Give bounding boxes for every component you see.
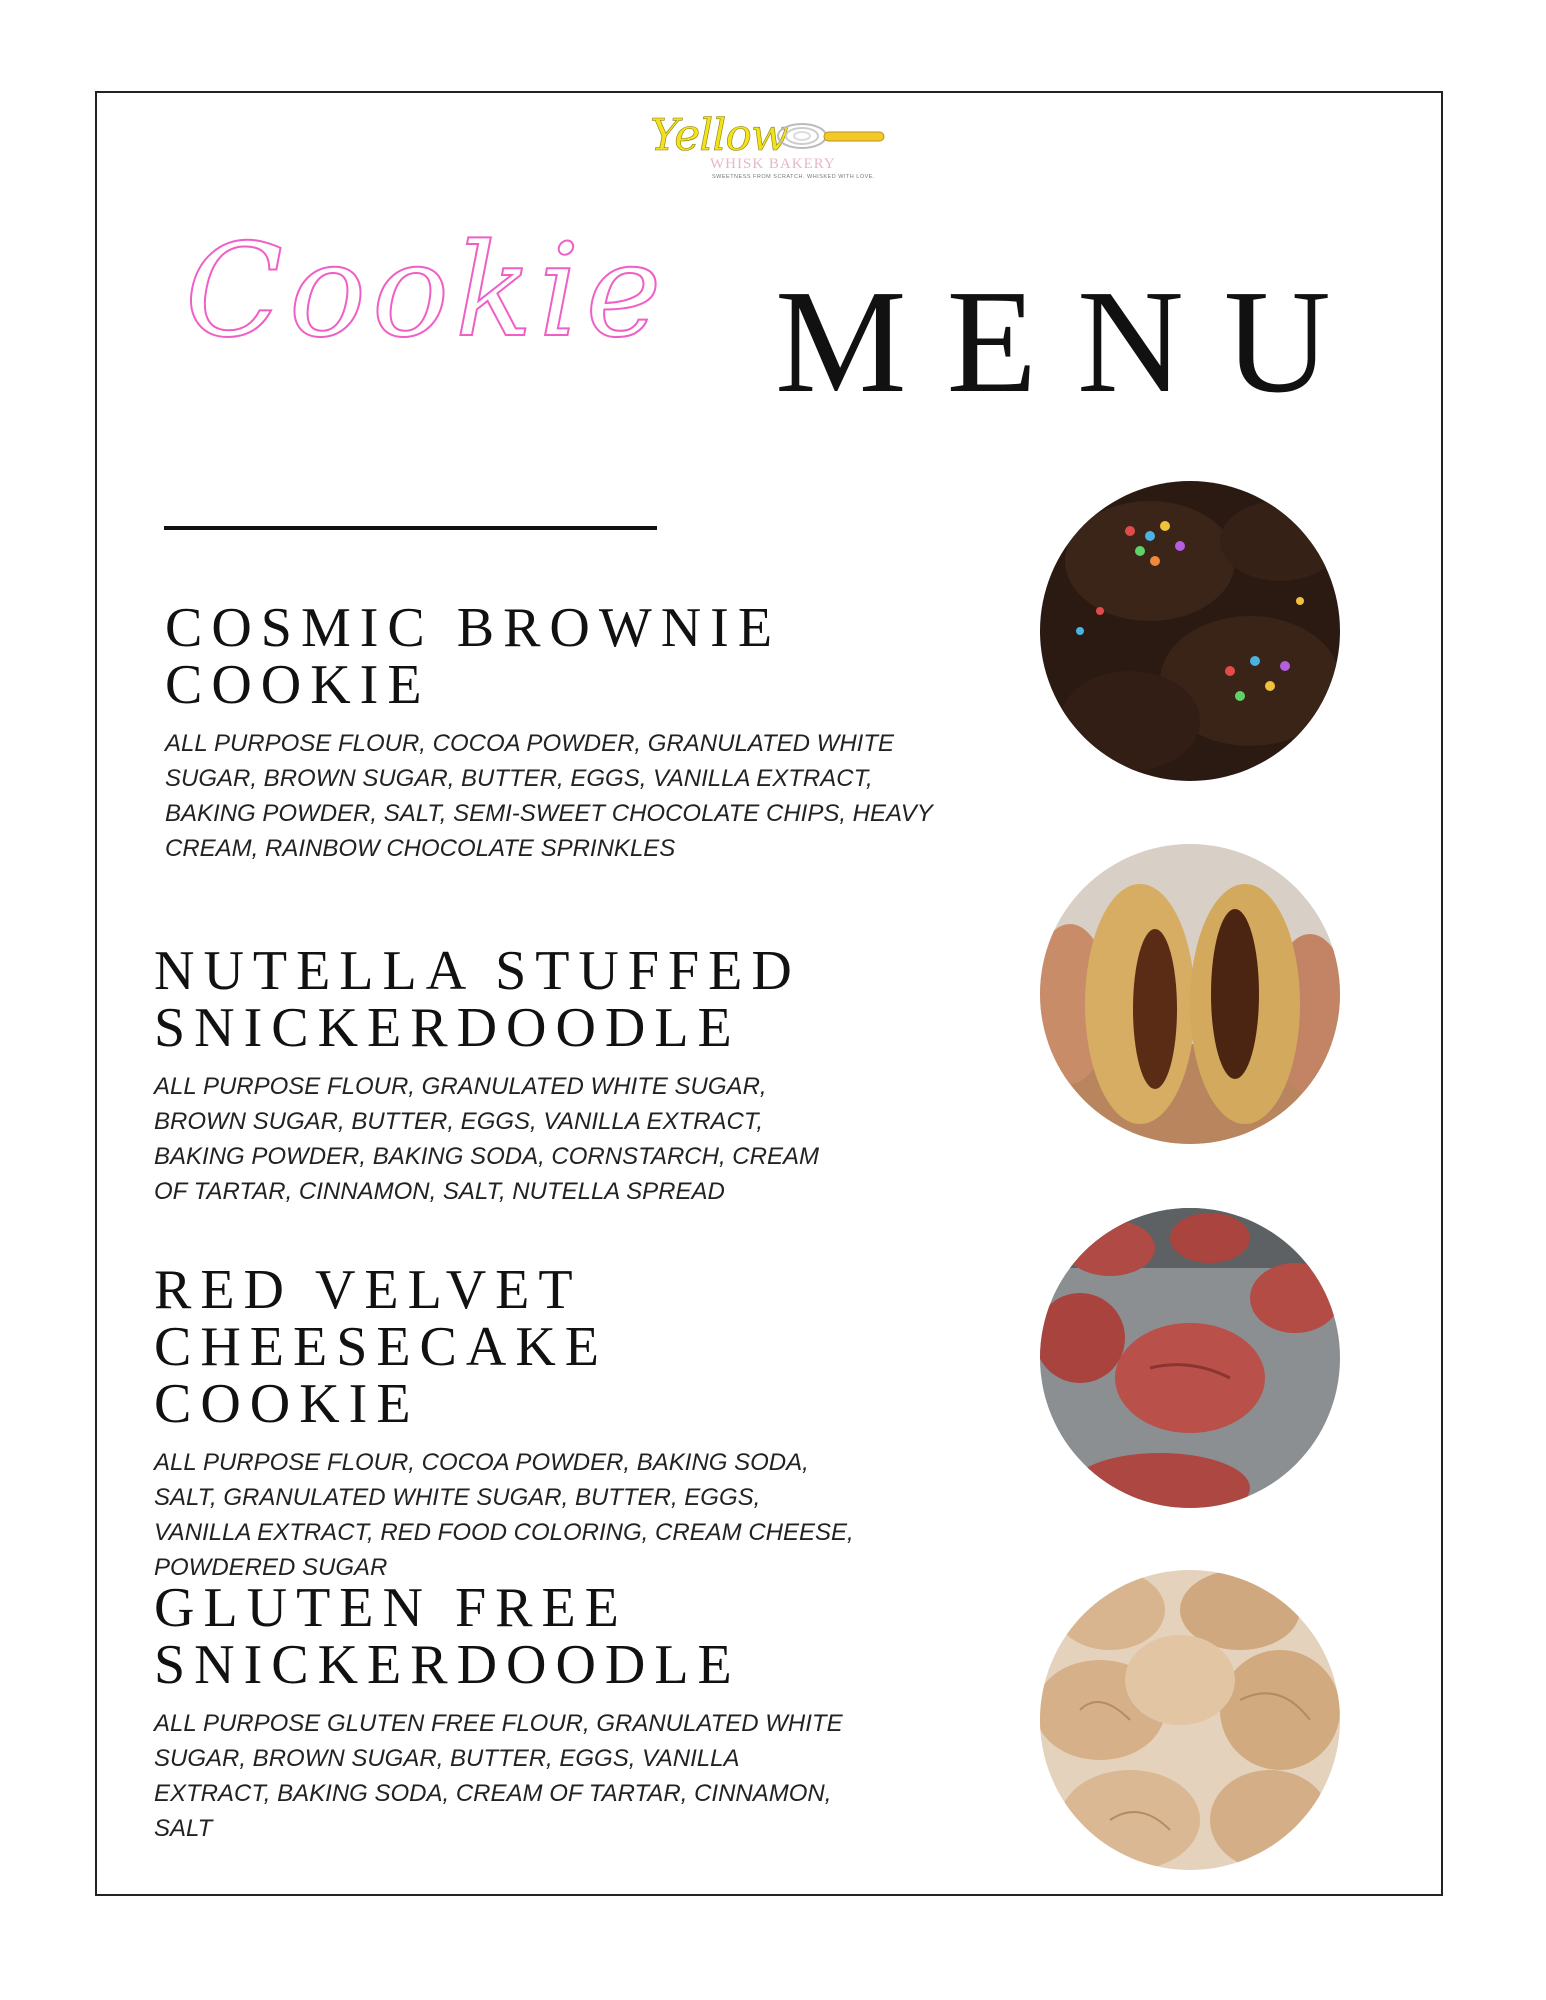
menu-item-nutella-snickerdoodle xyxy=(154,940,854,1209)
red-velvet-photo-icon xyxy=(1040,1208,1340,1508)
logo-script-name: Yellow xyxy=(650,110,788,161)
gluten-free-snickerdoodle-photo-icon xyxy=(1040,1570,1340,1870)
item-ingredients: ALL PURPOSE FLOUR, COCOA POWDER, GRANULATED WHITE SUGAR, BROWN SUGAR, BUTTER, EGGS, VANILLA EXTRACT, BAKING POWDER, SALT, SEMI-SWEET CHOCOLATE CHIPS, HEAVY CREAM, RAINBOW CHOCOLATE SPRINKLES xyxy=(165,730,933,862)
item-title: NUTELLA STUFFED SNICKERDOODLE xyxy=(154,940,801,1059)
menu-item-cosmic-brownie xyxy=(165,597,965,866)
item-title: COSMIC BROWNIE COOKIE xyxy=(165,597,782,716)
heading-menu: MENU xyxy=(775,260,1371,424)
item-ingredients: ALL PURPOSE GLUTEN FREE FLOUR, GRANULATED WHITE SUGAR, BROWN SUGAR, BUTTER, EGGS, VANILLA EXTRACT, BAKING SODA, CREAM OF TARTAR, CINNAMON, SALT xyxy=(154,1710,843,1842)
item-ingredients: ALL PURPOSE FLOUR, COCOA POWDER, BAKING SODA, SALT, GRANULATED WHITE SUGAR, BUTTER, EGGS, VANILLA EXTRACT, RED FOOD COLORING, CREAM CHEESE, POWDERED SUGAR xyxy=(154,1449,854,1581)
logo-sub-name: WHISK BAKERY xyxy=(710,156,836,172)
item-ingredients: ALL PURPOSE FLOUR, GRANULATED WHITE SUGAR, BROWN SUGAR, BUTTER, EGGS, VANILLA EXTRACT, BAKING POWDER, BAKING SODA, CORNSTARCH, CREAM OF TARTAR, CINNAMON, SALT, NUTELLA SPREAD xyxy=(154,1073,819,1205)
bakery-logo xyxy=(640,108,900,188)
menu-item-red-velvet xyxy=(154,1259,854,1585)
cosmic-brownie-photo-icon xyxy=(1040,481,1340,781)
menu-item-gluten-free-snickerdoodle xyxy=(154,1577,854,1846)
heading-script-cookie: Cookie xyxy=(185,217,668,366)
whisk-icon xyxy=(760,118,900,158)
heading-divider xyxy=(164,526,657,530)
item-title: RED VELVET CHEESECAKE COOKIE xyxy=(154,1259,608,1435)
nutella-snickerdoodle-photo-icon xyxy=(1040,844,1340,1144)
logo-tagline: SWEETNESS FROM SCRATCH. WHISKED WITH LOVE. xyxy=(712,174,875,180)
item-title: GLUTEN FREE SNICKERDOODLE xyxy=(154,1577,741,1696)
